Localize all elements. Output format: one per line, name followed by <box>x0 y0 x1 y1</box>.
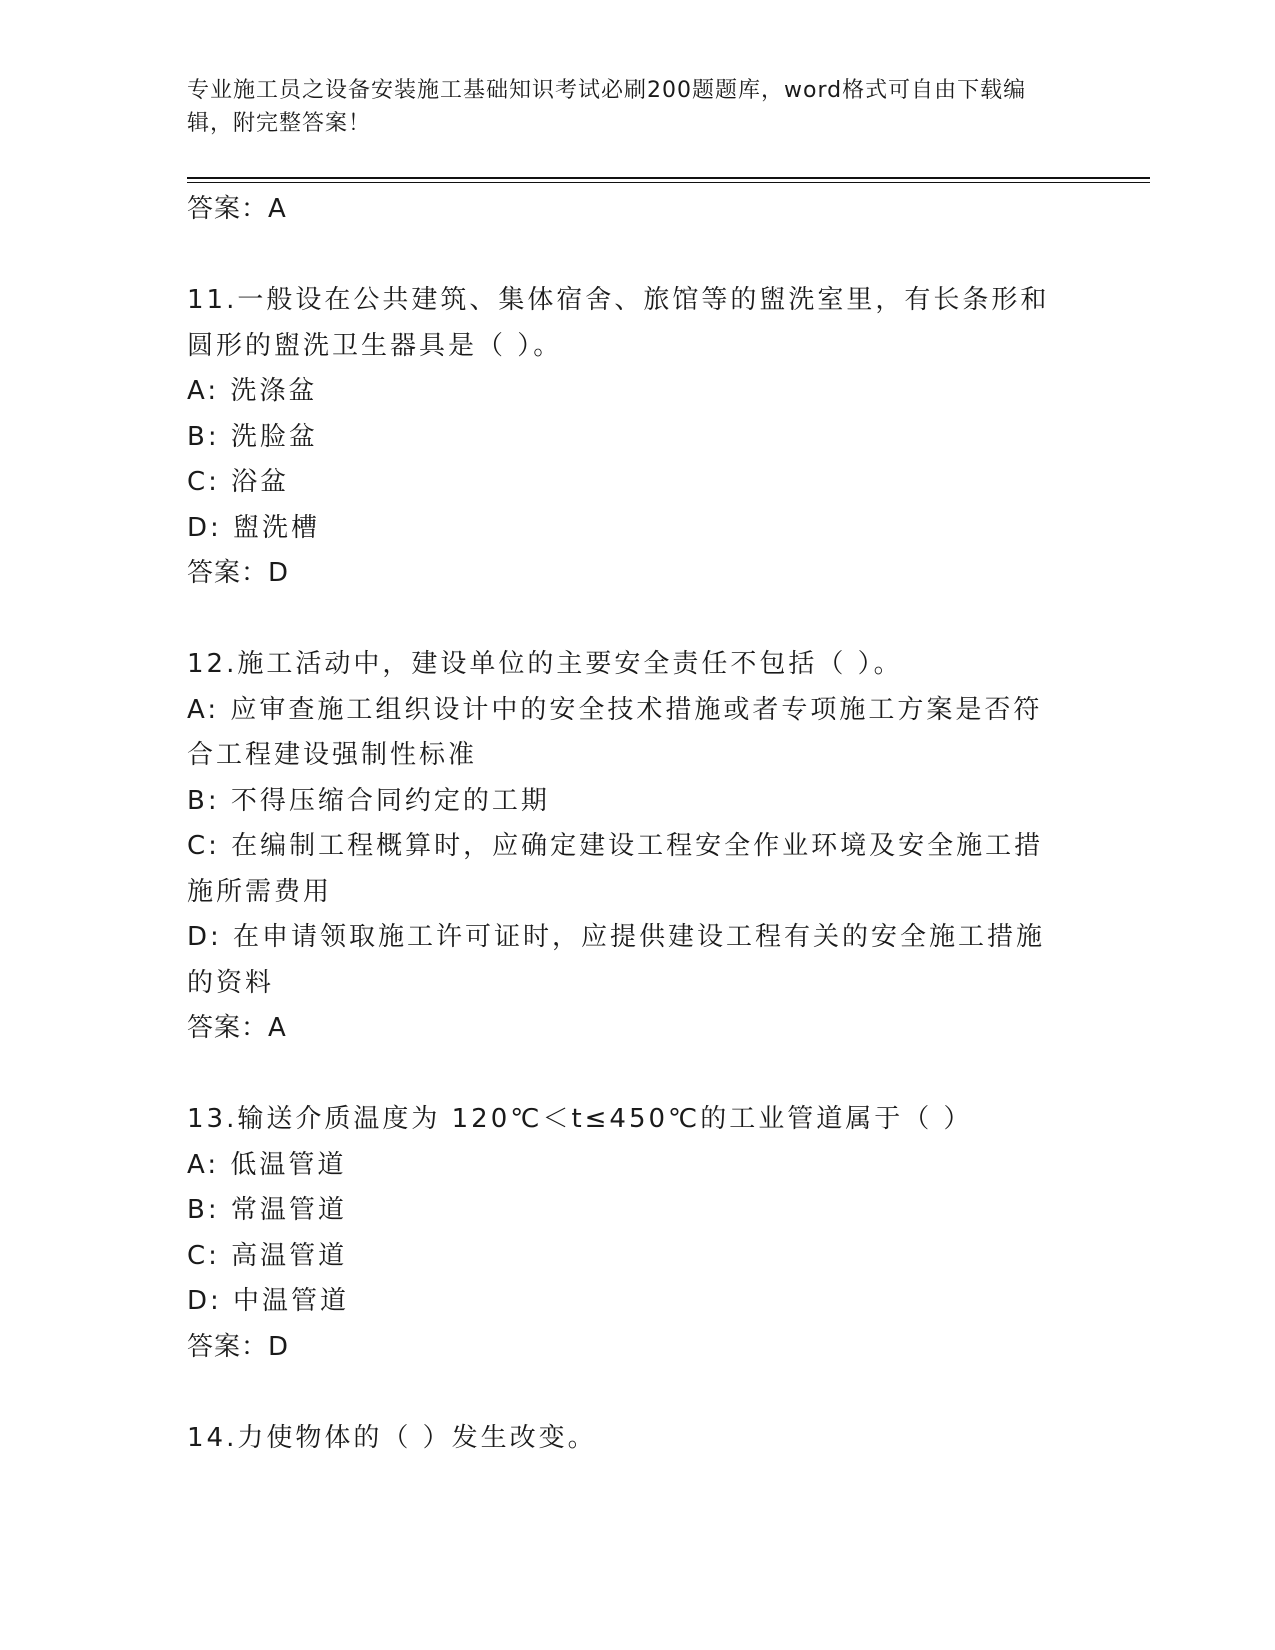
option-c: C: 在编制工程概算时，应确定建设工程安全作业环境及安全施工措施所需费用 <box>187 831 1044 907</box>
option-a: A: 洗涤盆 <box>187 376 318 406</box>
option-d: D: 在申请领取施工许可证时，应提供建设工程有关的安全施工措施的资料 <box>187 922 1046 998</box>
question-11 <box>187 278 1067 597</box>
option-d: D: 盥洗槽 <box>187 512 321 543</box>
page-header-title: 专业施工员之设备安装施工基础知识考试必刷200题题库，word格式可自由下载编辑，附完整答案！ <box>187 78 1027 136</box>
option-a: A: 应审查施工组织设计中的安全技术措施或者专项施工方案是否符合工程建设强制性标准 <box>187 694 1043 770</box>
option-b: B: 常温管道 <box>187 1195 347 1225</box>
question-stem: 13.输送介质温度为 120℃＜t≤450℃的工业管道属于（ ） <box>187 1104 973 1134</box>
spacer <box>187 233 1067 279</box>
question-stem: 12.施工活动中，建设单位的主要安全责任不包括（ ）。 <box>187 649 903 679</box>
option-d: D: 中温管道 <box>187 1286 350 1316</box>
option-c: C: 高温管道 <box>187 1240 348 1271</box>
option-b: B: 不得压缩合同约定的工期 <box>187 785 550 816</box>
spacer <box>187 597 1067 643</box>
spacer <box>187 1370 1067 1416</box>
spacer <box>187 1052 1067 1098</box>
question-list <box>187 187 1067 1461</box>
header-divider-thin <box>187 182 1150 183</box>
header-divider-thick <box>187 177 1150 179</box>
question-14 <box>187 1416 1067 1462</box>
option-a: A: 低温管道 <box>187 1149 347 1180</box>
question-answer: 答案：D <box>187 1331 290 1362</box>
option-b: B: 洗脸盆 <box>187 421 318 452</box>
previous-answer: 答案：A <box>187 194 287 224</box>
question-stem: 11.一般设在公共建筑、集体宿舍、旅馆等的盥洗室里，有长条形和圆形的盥洗卫生器具是（ ）。 <box>187 285 1050 361</box>
question-stem: 14.力使物体的（ ）发生改变。 <box>187 1422 597 1453</box>
option-c: C: 浴盆 <box>187 467 290 497</box>
question-13 <box>187 1097 1067 1370</box>
question-answer: 答案：A <box>187 1013 287 1043</box>
question-answer: 答案：D <box>187 558 290 588</box>
question-12 <box>187 642 1067 1052</box>
